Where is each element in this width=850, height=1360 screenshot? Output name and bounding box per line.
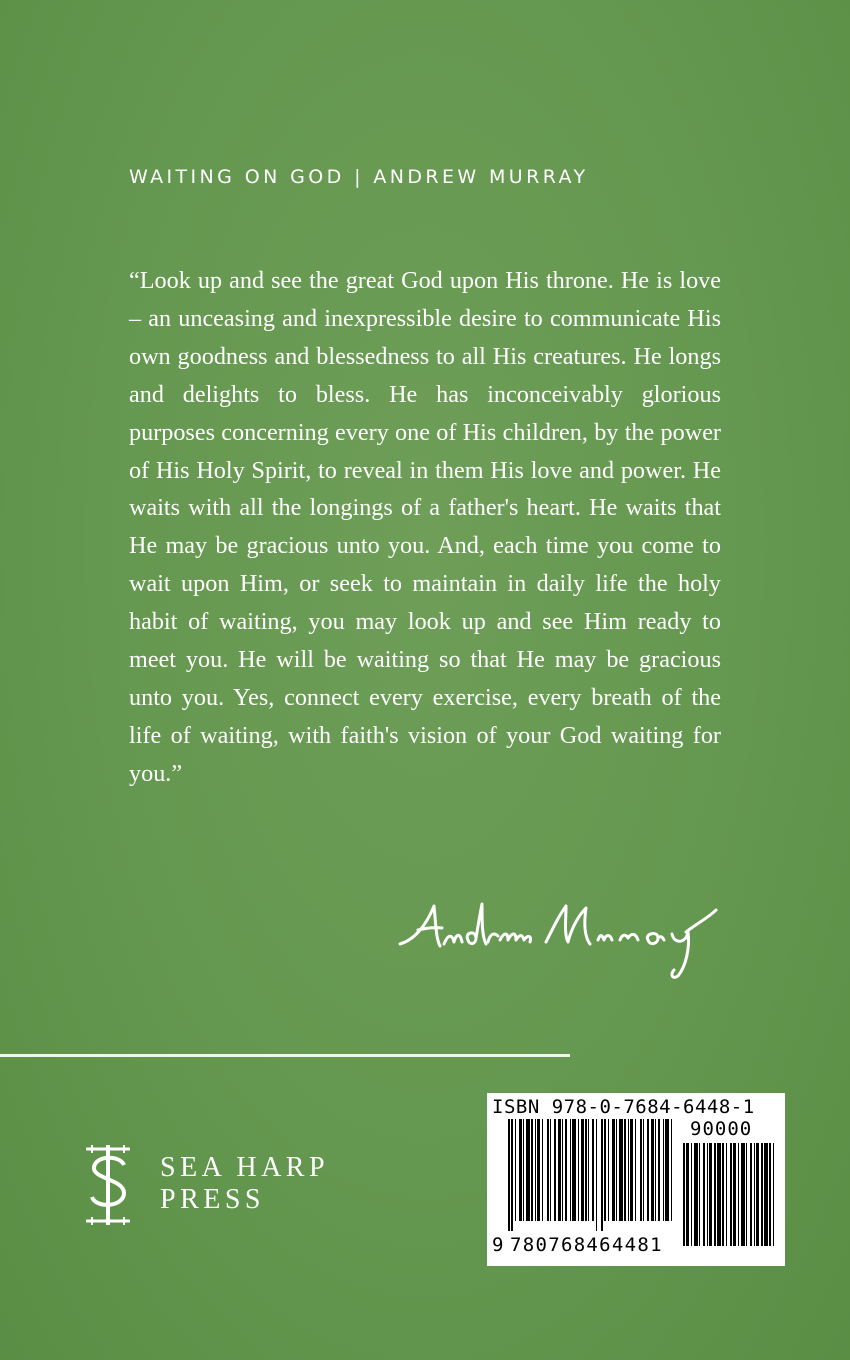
barcode-bar bbox=[671, 1119, 672, 1221]
barcode-bar bbox=[754, 1143, 755, 1246]
barcode-bar bbox=[558, 1119, 561, 1221]
barcode-bar bbox=[612, 1119, 615, 1221]
barcode-bar bbox=[651, 1119, 654, 1221]
barcode-bar bbox=[511, 1119, 513, 1231]
divider-rule bbox=[0, 1054, 570, 1057]
barcode-bar bbox=[604, 1119, 606, 1221]
barcode-bar bbox=[616, 1119, 617, 1221]
barcode-bar bbox=[515, 1119, 516, 1221]
barcode-bars bbox=[508, 1119, 674, 1231]
barcode-bar bbox=[717, 1143, 721, 1246]
barcode-bar bbox=[535, 1119, 536, 1221]
barcode-bar bbox=[585, 1119, 587, 1221]
barcode-bar bbox=[665, 1119, 669, 1221]
barcode-lead-digit: 9 bbox=[492, 1234, 504, 1256]
barcode-bar bbox=[658, 1119, 660, 1221]
barcode-bar bbox=[628, 1119, 629, 1221]
barcode-digits: 780768464481 bbox=[510, 1234, 663, 1256]
barcode-bar bbox=[643, 1119, 644, 1221]
barcode-bar bbox=[769, 1143, 771, 1246]
barcode-bar bbox=[707, 1143, 708, 1246]
barcode-bar bbox=[531, 1119, 533, 1221]
barcode-bar bbox=[746, 1143, 747, 1246]
barcode-bar bbox=[683, 1143, 685, 1246]
barcode-bar bbox=[547, 1119, 549, 1221]
barcode-bar bbox=[550, 1119, 551, 1221]
barcode-bar bbox=[542, 1119, 543, 1221]
barcode-bar bbox=[686, 1143, 689, 1246]
barcode-bar bbox=[630, 1119, 633, 1221]
barcode-bar bbox=[761, 1143, 763, 1246]
barcode-bar bbox=[596, 1119, 597, 1231]
barcode-bar bbox=[578, 1119, 579, 1221]
barcode-bar bbox=[572, 1119, 576, 1221]
barcode-bar bbox=[562, 1119, 563, 1221]
barcode-bar bbox=[741, 1143, 745, 1246]
barcode-bar bbox=[554, 1119, 556, 1221]
barcode-bar bbox=[764, 1143, 768, 1246]
book-title-author: WAITING ON GOD | ANDREW MURRAY bbox=[129, 166, 589, 188]
barcode-bar bbox=[519, 1119, 522, 1221]
barcode-bar bbox=[773, 1143, 774, 1246]
barcode-bar bbox=[750, 1143, 752, 1246]
barcode-bar bbox=[694, 1143, 698, 1246]
publisher-logo-icon bbox=[80, 1143, 136, 1227]
barcode-bar bbox=[691, 1143, 692, 1246]
isbn-barcode bbox=[487, 1093, 785, 1266]
author-signature bbox=[396, 896, 726, 982]
addon-barcode-bars bbox=[683, 1143, 776, 1256]
barcode-bar bbox=[655, 1119, 656, 1221]
barcode-bar bbox=[730, 1143, 732, 1246]
barcode-bar bbox=[714, 1143, 716, 1246]
barcode-bar bbox=[722, 1143, 724, 1246]
barcode-bar bbox=[756, 1143, 759, 1246]
barcode-bar bbox=[570, 1119, 571, 1221]
barcode-bar bbox=[635, 1119, 636, 1221]
barcode-bar bbox=[709, 1143, 712, 1246]
barcode-bar bbox=[508, 1119, 510, 1231]
isbn-label: ISBN 978-0-7684-6448-1 bbox=[492, 1096, 755, 1118]
barcode-bar bbox=[733, 1143, 736, 1246]
barcode-bar bbox=[537, 1119, 540, 1221]
barcode-bar bbox=[565, 1119, 567, 1221]
barcode-bar bbox=[608, 1119, 609, 1221]
barcode-bar bbox=[581, 1119, 584, 1221]
barcode-bar bbox=[601, 1119, 603, 1231]
barcode-bar bbox=[726, 1143, 727, 1246]
price-code: 90000 bbox=[690, 1118, 753, 1140]
barcode-bar bbox=[523, 1119, 524, 1221]
barcode-bar bbox=[619, 1119, 623, 1221]
publisher-name-line2: PRESS bbox=[160, 1184, 265, 1215]
quote-text: “Look up and see the great God upon His throne. He is love – an unceasing and inexpressible desire to communicate His own goodness and blessedness to all His creatures. He longs and delights to bless. He has inconceivably glorious purposes concerning every one of His children, by the power of His Holy Spirit, to reveal in them His love and power. He waits with all the longings of a father's heart. He waits that He may be gracious unto you. And, each time you come to wait upon Him, or seek to maintain in daily life the holy habit of waiting, you may look up and see Him ready to meet you. He will be waiting so that He may be gracious unto you. Yes, connect every exercise, every breath of the life of waiting, with faith's vision of your God waiting for you.” bbox=[129, 267, 721, 787]
barcode-bar bbox=[663, 1119, 664, 1221]
barcode-bar bbox=[624, 1119, 626, 1221]
barcode-bar bbox=[647, 1119, 649, 1221]
barcode-bar bbox=[640, 1119, 642, 1221]
barcode-bar bbox=[588, 1119, 589, 1221]
barcode-bar bbox=[738, 1143, 739, 1246]
barcode-bar bbox=[703, 1143, 705, 1246]
barcode-bar bbox=[526, 1119, 530, 1221]
barcode-bar bbox=[699, 1143, 700, 1246]
barcode-bar bbox=[592, 1119, 594, 1221]
publisher-name-line1: SEA HARP bbox=[160, 1152, 330, 1183]
